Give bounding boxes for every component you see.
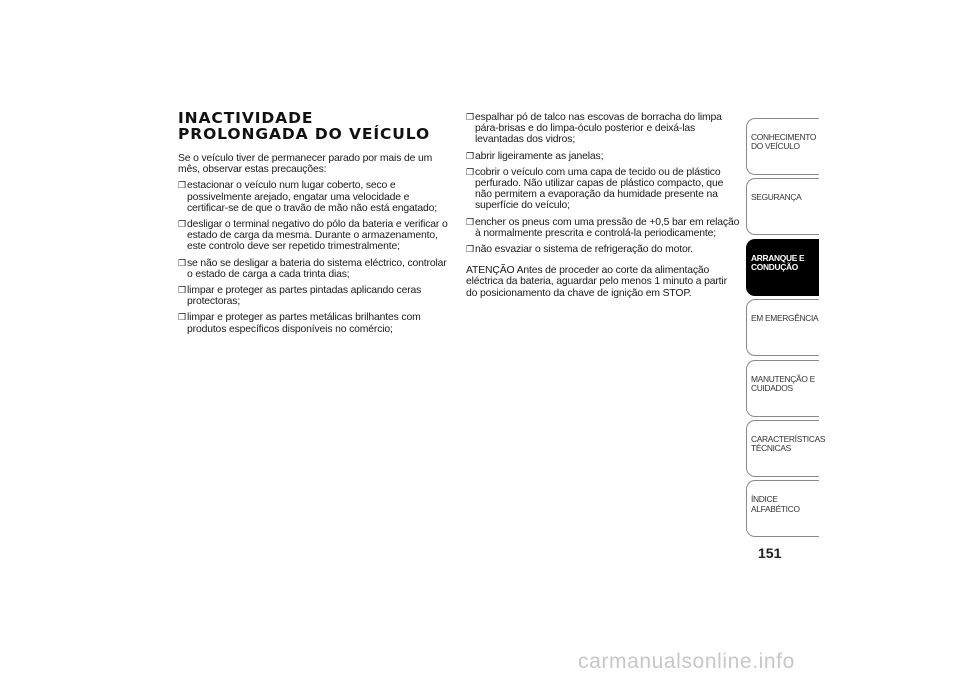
right-column xyxy=(466,112,740,309)
chapter-tabs xyxy=(746,118,826,541)
tab-em-emergencia[interactable]: EM EMERGÊNCIA xyxy=(746,299,819,356)
checkbox-bullet-icon: ❒ xyxy=(178,312,186,323)
intro-text: Se o veículo tiver de permanecer parado por mais de um mês, observar estas precauções: xyxy=(178,153,433,176)
tab-conhecimento-do-veiculo[interactable]: CONHECIMENTO DO VEÍCULO xyxy=(746,118,819,175)
page-number: 151 xyxy=(758,545,782,561)
list-item: ❒ limpar e proteger as partes pintadas aplicando ceras protectoras; xyxy=(178,285,422,308)
watermark: carmanualsonline.info xyxy=(578,650,795,673)
tab-indice-alfabetico[interactable]: ÍNDICE ALFABÉTICO xyxy=(746,480,819,537)
checkbox-bullet-icon: ❒ xyxy=(178,180,186,191)
tab-arranque-e-conducao[interactable]: ARRANQUE E CONDUÇÃO xyxy=(746,239,819,296)
checkbox-bullet-icon: ❒ xyxy=(466,150,474,161)
left-bullet-list xyxy=(178,180,450,334)
list-item: ❒ encher os pneus com uma pressão de +0,5 bar em relação à normalmente prescrita e controlá-la periodicamente; xyxy=(466,216,740,239)
checkbox-bullet-icon: ❒ xyxy=(178,219,186,230)
tab-caracteristicas-tecnicas[interactable]: CARACTERÍSTICAS TÉCNICAS xyxy=(746,420,819,477)
left-column xyxy=(178,111,450,340)
section-title: INACTIVIDADE PROLONGADA DO VEÍCULO xyxy=(178,109,431,143)
list-item: ❒ limpar e proteger as partes metálicas brilhantes com produtos específicos disponíveis no comércio; xyxy=(178,312,421,335)
list-item: ❒ desligar o terminal negativo do pólo da bateria e verificar o estado de carga da mesma. Durante o armazenamento, este controlo deve ser repetido trimestralmente; xyxy=(178,219,448,253)
right-bullet-list xyxy=(466,112,740,255)
tab-manutencao-e-cuidados[interactable]: MANUTENÇÃO E CUIDADOS xyxy=(746,360,819,417)
checkbox-bullet-icon: ❒ xyxy=(178,285,186,296)
checkbox-bullet-icon: ❒ xyxy=(466,244,474,255)
checkbox-bullet-icon: ❒ xyxy=(466,216,474,227)
list-item: ❒ se não se desligar a bateria do sistema eléctrico, controlar o estado de carga a cada trinta dias; xyxy=(178,257,447,280)
checkbox-bullet-icon: ❒ xyxy=(178,257,186,268)
list-item: ❒ abrir ligeiramente as janelas; xyxy=(466,150,604,162)
list-item: ❒ estacionar o veículo num lugar coberto, seco e possivelmente arejado, engatar uma velocidade e certificar-se de que o travão de mão não está engatado; xyxy=(178,180,437,214)
tab-seguranca[interactable]: SEGURANÇA xyxy=(746,178,819,235)
checkbox-bullet-icon: ❒ xyxy=(466,166,474,177)
list-item: ❒ cobrir o veículo com uma capa de tecido ou de plástico perfurado. Não utilizar capas de plástico compacto, que não permitem a evaporação da humidade presente na superfície do veículo; xyxy=(466,166,724,212)
list-item: ❒ espalhar pó de talco nas escovas de borracha do limpa pára-brisas e do limpa-óculo posterior e deixá-las levantadas dos vidros; xyxy=(466,112,722,146)
list-item: ❒ não esvaziar o sistema de refrigeração do motor. xyxy=(466,244,694,256)
warning-note: ATENÇÃO Antes de proceder ao corte da alimentação eléctrica da bateria, aguardar pelo menos 1 minuto a partir do posicionamento da chave de ignição em STOP. xyxy=(466,265,727,299)
checkbox-bullet-icon: ❒ xyxy=(466,112,474,122)
